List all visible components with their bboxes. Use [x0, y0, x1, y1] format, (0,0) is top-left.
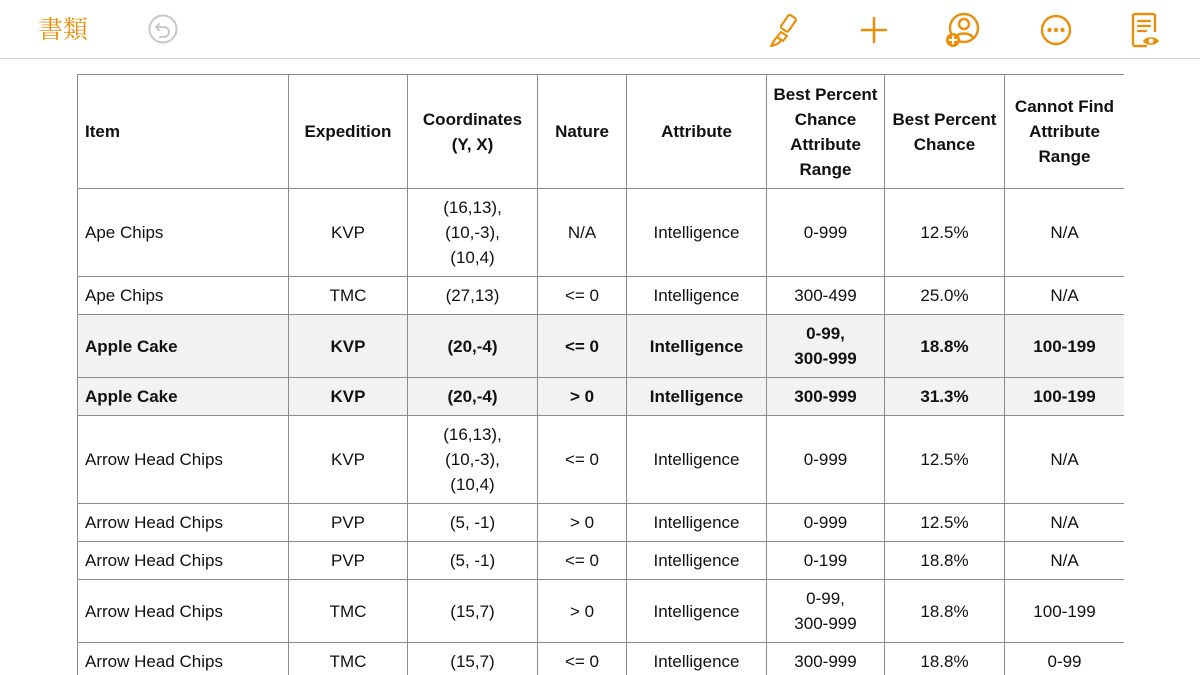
cell-best-range[interactable]: 0-99, 300-999	[767, 580, 885, 643]
cell-expedition[interactable]: TMC	[289, 277, 408, 315]
cell-attribute[interactable]: Intelligence	[627, 378, 767, 416]
cell-attribute[interactable]: Intelligence	[627, 580, 767, 643]
cell-best-chance[interactable]: 18.8%	[885, 580, 1005, 643]
cell-coordinates[interactable]: (16,13), (10,-3), (10,4)	[408, 189, 538, 277]
cell-cannot-find[interactable]: 100-199	[1005, 580, 1125, 643]
cell-nature[interactable]: <= 0	[538, 416, 627, 504]
cell-expedition[interactable]: KVP	[289, 189, 408, 277]
cell-nature[interactable]: <= 0	[538, 315, 627, 378]
cell-cannot-find[interactable]: 100-199	[1005, 378, 1125, 416]
collaborate-icon[interactable]	[942, 10, 982, 50]
cell-nature[interactable]: <= 0	[538, 542, 627, 580]
cell-best-range[interactable]: 0-999	[767, 189, 885, 277]
cell-item[interactable]: Arrow Head Chips	[78, 542, 289, 580]
cell-best-chance[interactable]: 31.3%	[885, 378, 1005, 416]
cell-best-range[interactable]: 0-999	[767, 504, 885, 542]
table-row	[78, 542, 1125, 580]
cell-best-chance[interactable]: 25.0%	[885, 277, 1005, 315]
cell-attribute[interactable]: Intelligence	[627, 504, 767, 542]
cell-nature[interactable]: > 0	[538, 580, 627, 643]
toolbar	[0, 0, 1200, 59]
header-row	[78, 75, 1125, 189]
cell-best-chance[interactable]: 12.5%	[885, 504, 1005, 542]
cell-item[interactable]: Arrow Head Chips	[78, 643, 289, 675]
cell-coordinates[interactable]: (5, -1)	[408, 504, 538, 542]
header-coordinates: Coordinates (Y, X)	[408, 75, 538, 189]
cell-expedition[interactable]: KVP	[289, 416, 408, 504]
cell-best-range[interactable]: 300-999	[767, 378, 885, 416]
table-row	[78, 504, 1125, 542]
header-attribute: Attribute	[627, 75, 767, 189]
cell-expedition[interactable]: PVP	[289, 504, 408, 542]
cell-best-chance[interactable]: 18.8%	[885, 542, 1005, 580]
cell-coordinates[interactable]: (16,13), (10,-3), (10,4)	[408, 416, 538, 504]
cell-coordinates[interactable]: (27,13)	[408, 277, 538, 315]
cell-best-chance[interactable]: 18.8%	[885, 315, 1005, 378]
cell-cannot-find[interactable]: 0-99	[1005, 643, 1125, 675]
cell-item[interactable]: Ape Chips	[78, 277, 289, 315]
data-table	[77, 74, 1124, 675]
cell-nature[interactable]: <= 0	[538, 643, 627, 675]
cell-item[interactable]: Arrow Head Chips	[78, 580, 289, 643]
cell-coordinates[interactable]: (20,-4)	[408, 378, 538, 416]
paintbrush-icon[interactable]	[764, 10, 804, 50]
table-row	[78, 315, 1125, 378]
cell-attribute[interactable]: Intelligence	[627, 542, 767, 580]
cell-best-range[interactable]: 300-999	[767, 643, 885, 675]
table-row	[78, 189, 1125, 277]
cell-coordinates[interactable]: (20,-4)	[408, 315, 538, 378]
plus-icon[interactable]	[854, 10, 894, 50]
cell-item[interactable]: Arrow Head Chips	[78, 416, 289, 504]
cell-coordinates[interactable]: (15,7)	[408, 643, 538, 675]
cell-best-range[interactable]: 0-999	[767, 416, 885, 504]
cell-attribute[interactable]: Intelligence	[627, 315, 767, 378]
header-cannot-find: Cannot Find Attribute Range	[1005, 75, 1125, 189]
header-expedition: Expedition	[289, 75, 408, 189]
cell-cannot-find[interactable]: 100-199	[1005, 315, 1125, 378]
cell-attribute[interactable]: Intelligence	[627, 643, 767, 675]
cell-cannot-find[interactable]: N/A	[1005, 416, 1125, 504]
header-nature: Nature	[538, 75, 627, 189]
cell-expedition[interactable]: KVP	[289, 378, 408, 416]
cell-expedition[interactable]: KVP	[289, 315, 408, 378]
more-icon[interactable]	[1036, 10, 1076, 50]
table-row	[78, 277, 1125, 315]
cell-item[interactable]: Apple Cake	[78, 378, 289, 416]
table-body	[78, 189, 1125, 675]
cell-best-range[interactable]: 0-99, 300-999	[767, 315, 885, 378]
cell-attribute[interactable]: Intelligence	[627, 416, 767, 504]
cell-coordinates[interactable]: (5, -1)	[408, 542, 538, 580]
cell-cannot-find[interactable]: N/A	[1005, 504, 1125, 542]
document-title[interactable]: 書類	[38, 15, 89, 44]
cell-cannot-find[interactable]: N/A	[1005, 542, 1125, 580]
cell-attribute[interactable]: Intelligence	[627, 277, 767, 315]
cell-best-chance[interactable]: 18.8%	[885, 643, 1005, 675]
cell-best-chance[interactable]: 12.5%	[885, 416, 1005, 504]
cell-nature[interactable]: > 0	[538, 378, 627, 416]
undo-icon[interactable]	[147, 13, 179, 45]
cell-item[interactable]: Arrow Head Chips	[78, 504, 289, 542]
table-row	[78, 580, 1125, 643]
cell-coordinates[interactable]: (15,7)	[408, 580, 538, 643]
cell-cannot-find[interactable]: N/A	[1005, 277, 1125, 315]
table-row	[78, 643, 1125, 675]
cell-expedition[interactable]: TMC	[289, 643, 408, 675]
cell-expedition[interactable]: PVP	[289, 542, 408, 580]
cell-best-range[interactable]: 0-199	[767, 542, 885, 580]
cell-expedition[interactable]: TMC	[289, 580, 408, 643]
table-row	[78, 378, 1125, 416]
header-best-chance: Best Percent Chance	[885, 75, 1005, 189]
cell-best-chance[interactable]: 12.5%	[885, 189, 1005, 277]
cell-item[interactable]: Apple Cake	[78, 315, 289, 378]
cell-best-range[interactable]: 300-499	[767, 277, 885, 315]
cell-cannot-find[interactable]: N/A	[1005, 189, 1125, 277]
cell-nature[interactable]: N/A	[538, 189, 627, 277]
cell-nature[interactable]: > 0	[538, 504, 627, 542]
document-view-icon[interactable]	[1126, 10, 1166, 50]
cell-item[interactable]: Ape Chips	[78, 189, 289, 277]
cell-nature[interactable]: <= 0	[538, 277, 627, 315]
cell-attribute[interactable]: Intelligence	[627, 189, 767, 277]
header-best-range: Best Percent Chance Attribute Range	[767, 75, 885, 189]
data-table-container	[77, 74, 1124, 675]
header-item: Item	[78, 75, 289, 189]
table-row	[78, 416, 1125, 504]
